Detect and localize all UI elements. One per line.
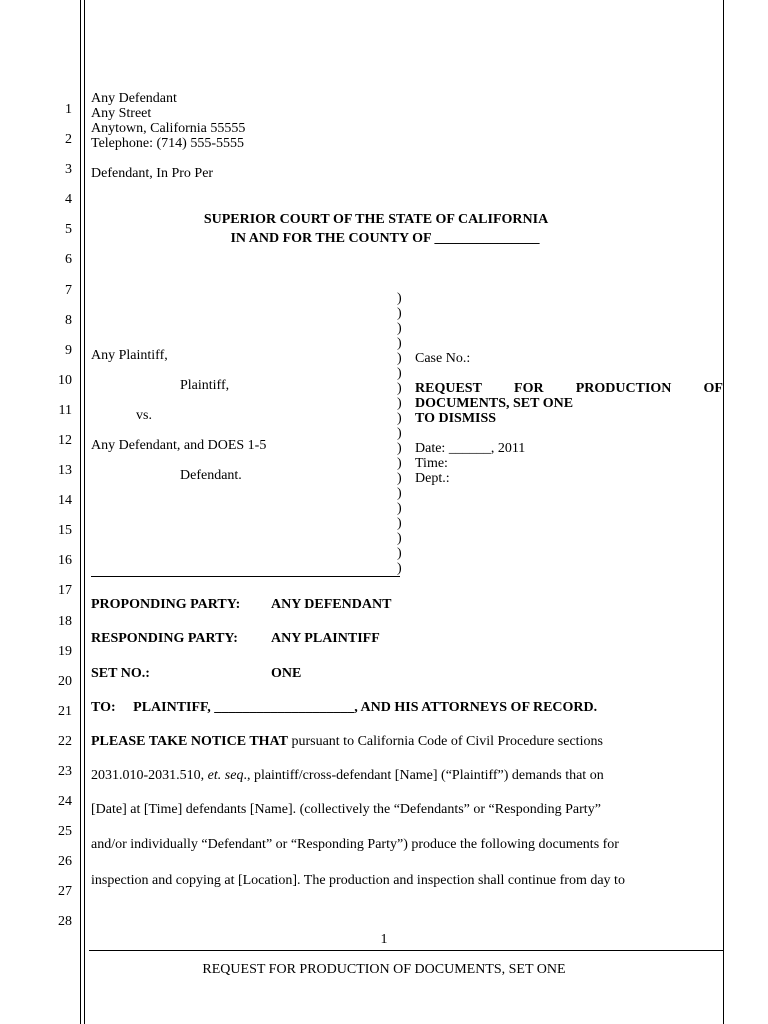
caption-paren: ) — [397, 516, 402, 531]
caption-paren: ) — [397, 396, 402, 411]
document-title — [415, 381, 723, 396]
line-number: 12 — [58, 433, 72, 448]
body-text: 2031.010-2031.510, — [91, 768, 208, 783]
document-title-line3: TO DISMISS — [415, 411, 497, 426]
caption-paren: ) — [397, 336, 402, 351]
caption-paren: ) — [397, 561, 402, 576]
line-number: 27 — [58, 884, 72, 899]
title-word: OF — [703, 381, 723, 396]
line-number: 6 — [65, 252, 72, 267]
line-number: 21 — [58, 704, 72, 719]
responding-party-label: RESPONDING PARTY: — [91, 631, 238, 646]
caption-paren: ) — [397, 321, 402, 336]
notice-lead: PLEASE TAKE NOTICE THAT — [91, 734, 288, 749]
body-line — [91, 768, 604, 784]
caption-paren: ) — [397, 351, 402, 366]
body-line: and/or individually “Defendant” or “Responding Party”) produce the following documents for — [91, 837, 619, 852]
right-margin-rule — [723, 0, 724, 1024]
line-number: 17 — [58, 583, 72, 598]
line-number: 11 — [58, 403, 72, 418]
footer-title: REQUEST FOR PRODUCTION OF DOCUMENTS, SET ONE — [202, 962, 566, 977]
caption-paren: ) — [397, 381, 402, 396]
versus: vs. — [136, 408, 152, 423]
caption-paren: ) — [397, 291, 402, 306]
line-number: 26 — [58, 854, 72, 869]
court-name: SUPERIOR COURT OF THE STATE OF CALIFORNIA — [203, 212, 549, 227]
body-text-italic: et. seq — [207, 768, 244, 783]
caption-paren: ) — [397, 471, 402, 486]
line-number: 22 — [58, 734, 72, 749]
line-number: 25 — [58, 824, 72, 839]
propounding-party-value: ANY DEFENDANT — [271, 597, 392, 612]
left-margin-rule-inner — [84, 0, 85, 1024]
line-number: 28 — [58, 914, 72, 929]
line-number: 14 — [58, 493, 72, 508]
address-street: Any Street — [91, 106, 152, 121]
title-word: REQUEST — [415, 381, 482, 396]
page-number: 1 — [380, 932, 388, 947]
plaintiff-role: Plaintiff, — [180, 378, 230, 393]
caption-paren: ) — [397, 456, 402, 471]
case-number-label: Case No.: — [415, 351, 471, 366]
line-number: 1 — [65, 102, 72, 117]
line-number: 10 — [58, 373, 72, 388]
line-number: 9 — [65, 343, 72, 358]
line-number: 4 — [65, 192, 72, 207]
propounding-party-label: PROPONDING PARTY: — [91, 597, 241, 612]
address-city: Anytown, California 55555 — [91, 121, 246, 136]
defendant-role: Defendant. — [180, 468, 242, 483]
caption-paren: ) — [397, 501, 402, 516]
line-number: 18 — [58, 614, 72, 629]
title-word: PRODUCTION — [575, 381, 672, 396]
caption-paren: ) — [397, 306, 402, 321]
hearing-dept: Dept.: — [415, 471, 450, 486]
footer-rule — [89, 950, 723, 951]
line-number: 8 — [65, 313, 72, 328]
defendant-name: Any Defendant, and DOES 1-5 — [91, 438, 267, 453]
document-title-line2: DOCUMENTS, SET ONE — [415, 396, 574, 411]
hearing-time: Time: — [415, 456, 448, 471]
hearing-date: Date: ______, 2011 — [415, 441, 526, 456]
responding-party-value: ANY PLAINTIFF — [271, 631, 380, 646]
caption-paren: ) — [397, 411, 402, 426]
line-number: 3 — [65, 162, 72, 177]
line-number: 5 — [65, 222, 72, 237]
line-number: 13 — [58, 463, 72, 478]
caption-paren: ) — [397, 366, 402, 381]
line-number: 7 — [65, 283, 72, 298]
line-number: 19 — [58, 644, 72, 659]
title-word: FOR — [514, 381, 544, 396]
caption-paren: ) — [397, 441, 402, 456]
caption-paren: ) — [397, 486, 402, 501]
caption-bottom-rule — [91, 576, 400, 577]
caption-paren: ) — [397, 531, 402, 546]
party-role: Defendant, In Pro Per — [91, 166, 214, 181]
address-name: Any Defendant — [91, 91, 177, 106]
plaintiff-name: Any Plaintiff, — [91, 348, 168, 363]
line-number: 23 — [58, 764, 72, 779]
body-line: [Date] at [Time] defendants [Name]. (collectively the “Defendants” or “Responding Party” — [91, 802, 601, 817]
set-number-label: SET NO.: — [91, 666, 150, 681]
line-number: 24 — [58, 794, 72, 809]
addressee-line: TO: PLAINTIFF, ____________________, AND HIS ATTORNEYS OF RECORD. — [91, 700, 598, 715]
body-text: ., plaintiff/cross-defendant [Name] (“Plaintiff”) demands that on — [243, 768, 604, 783]
line-number: 16 — [58, 553, 72, 568]
body-line — [91, 734, 603, 750]
line-number: 15 — [58, 523, 72, 538]
caption-paren: ) — [397, 426, 402, 441]
set-number-value: ONE — [271, 666, 302, 681]
body-line: inspection and copying at [Location]. The production and inspection shall continue from day to — [91, 873, 625, 888]
body-text: pursuant to California Code of Civil Procedure sections — [287, 734, 603, 749]
left-margin-rule — [80, 0, 81, 1024]
line-number: 20 — [58, 674, 72, 689]
address-phone: Telephone: (714) 555-5555 — [91, 136, 244, 151]
court-county: IN AND FOR THE COUNTY OF _______________ — [230, 231, 540, 246]
caption-paren: ) — [397, 546, 402, 561]
line-number: 2 — [65, 132, 72, 147]
